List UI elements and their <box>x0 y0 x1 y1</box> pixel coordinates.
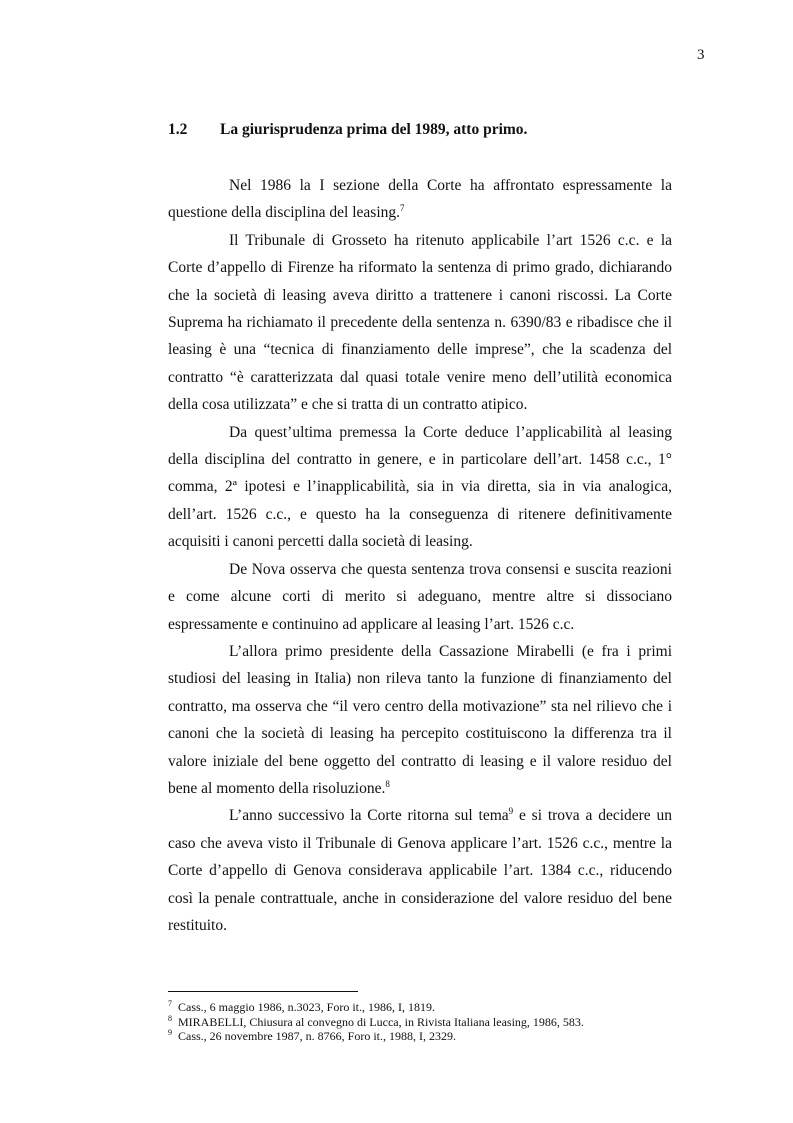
paragraph-text: Il Tribunale di Grosseto ha ritenuto applicabile l’art 1526 c.c. e la Corte d’appello di Firenze ha riformato la sentenza di primo grado, dichiarando che la società di leasing aveva diritto a trattenere i canoni riscossi. La Corte Suprema ha richiamato il precedente della sentenza n. 6390/83 e ribadisce che il leasing è una “tecnica di finanziamento delle imprese”, che la scadenza del contratto “è caratterizzata dal quasi totale venire meno dell’utilità economica della cosa utilizzata” e che si tratta di un contratto atipico. <box>168 231 672 414</box>
footnote-number: 9 <box>168 1028 172 1037</box>
footnote-number: 8 <box>168 1013 172 1023</box>
section-number: 1.2 <box>168 121 188 138</box>
footnote-text: Cass., 26 novembre 1987, n. 8766, Foro it., 1988, I, 2329. <box>178 1029 456 1043</box>
paragraph-text: e si trova a decidere un caso che aveva visto il Tribunale di Genova applicare l’art. 1526 c.c., mentre la Corte d’appello di Genova considerava applicabile l’art. 1384 c.c., riducendo così la penale contrattuale, anche in considerazione del valore residuo del bene restituito. <box>168 807 672 934</box>
footnote-number: 7 <box>168 999 172 1008</box>
footnote-ref[interactable]: 7 <box>400 203 405 214</box>
paragraph <box>168 419 672 556</box>
paragraph-text: L’allora primo presidente della Cassazione Mirabelli (e fra i primi studiosi del leasing in Italia) non rileva tanto la funzione di finanziamento del contratto, ma osserva che “il vero centro della motivazione” sta nel rilievo che i canoni che la società di leasing ha percepito costituiscono la differenza tra il valore iniziale del bene oggetto del contratto di leasing e il valore residuo del bene al momento della risoluzione. <box>168 642 672 797</box>
section-heading <box>168 121 527 139</box>
footnote-text: MIRABELLI, Chiusura al convegno di Lucca, in Rivista Italiana leasing, 1986, 583. <box>178 1014 584 1029</box>
paragraph-text: L’anno successivo la Corte ritorna sul tema <box>229 807 509 825</box>
paragraph <box>168 556 672 638</box>
footnote-ref[interactable]: 9 <box>508 806 514 817</box>
footnote <box>168 1015 584 1030</box>
paragraph <box>168 638 672 802</box>
paragraph <box>168 802 672 939</box>
footnote-separator <box>168 991 358 992</box>
body-text <box>168 172 672 939</box>
section-title: La giurisprudenza prima del 1989, atto primo. <box>220 121 528 138</box>
paragraph <box>168 227 672 419</box>
footnote <box>168 1029 584 1044</box>
paragraph-text: De Nova osserva che questa sentenza trova consensi e suscita reazioni e come alcune corti di merito si adeguano, mentre altre si dissociano espressamente e continuino ad applicare al leasing l’art. 1526 c.c. <box>168 560 672 633</box>
page-number: 3 <box>697 47 705 63</box>
footnote <box>168 1000 584 1015</box>
paragraph-text: Da quest’ultima premessa la Corte deduce l’applicabilità al leasing della disciplina del contratto in genere, e in particolare dell’art. 1458 c.c., 1° comma, 2ª ipotesi e l’inapplicabilità, sia in via diretta, sia in via analogica, dell’art. 1526 c.c., e questo ha la conseguenza di ritenere definitivamente acquisiti i canoni percetti dalla società di leasing. <box>168 423 672 551</box>
footnote-ref[interactable]: 8 <box>385 778 390 789</box>
paragraph-text: Nel 1986 la I sezione della Corte ha affrontato espressamente la questione della disciplina del leasing. <box>168 177 672 222</box>
paragraph <box>168 172 672 227</box>
footnotes <box>168 1000 584 1044</box>
footnote-text: Cass., 6 maggio 1986, n.3023, Foro it., 1986, I, 1819. <box>178 1000 435 1014</box>
